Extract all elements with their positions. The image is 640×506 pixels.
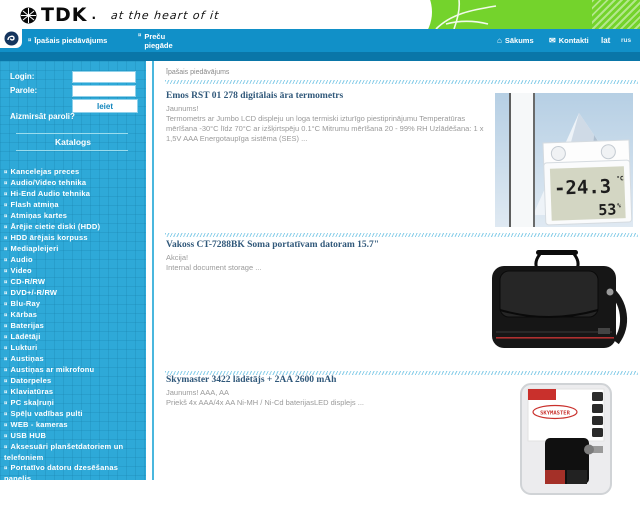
sidebar-menu-item[interactable]: ¤ DVD+/-R/RW [4, 288, 58, 297]
bullet-icon: ¤ [4, 280, 8, 286]
product-badge: Akcija! [166, 253, 189, 262]
sidebar-menu-item[interactable]: ¤ Video [4, 266, 32, 275]
thermometer-device [543, 140, 632, 225]
battery-accent [545, 470, 565, 484]
forgot-password-link[interactable]: Aizmirsāt paroli? [10, 112, 75, 121]
sidebar-menu-item[interactable]: ¤ Tīrīšanas līdzekļi datortehnikai [4, 495, 127, 504]
green-hatch-pattern [592, 0, 640, 29]
divider-line [16, 133, 128, 134]
bullet-icon: ¤ [4, 379, 8, 385]
nav-delivery[interactable]: ¤ Preču piegāde [138, 32, 173, 50]
product-image-laptop-bag[interactable] [480, 240, 630, 355]
hatched-divider [165, 233, 638, 237]
mail-icon: ✉ [549, 36, 556, 45]
bullet-icon: ¤ [4, 203, 8, 209]
bullet-icon: ¤ [4, 357, 8, 363]
bullet-icon: ¤ [4, 368, 8, 374]
sidebar [0, 61, 146, 504]
breadcrumb: Īpašais piedāvājums [166, 69, 230, 76]
main-navbar [0, 29, 640, 52]
bullet-icon: ¤ [138, 33, 142, 39]
sidebar-menu-item[interactable]: ¤ HDD ārējais korpuss [4, 233, 88, 242]
sidebar-menu-item[interactable]: ¤ Mediapleijeri [4, 244, 59, 253]
product-title[interactable]: Emos RST 01 278 digitālais āra termometrs [166, 91, 344, 101]
bullet-icon: ¤ [4, 313, 8, 319]
password-label: Parole: [10, 86, 38, 95]
password-input[interactable] [72, 85, 136, 97]
tdk-logo [20, 4, 219, 26]
sidebar-menu-item[interactable]: ¤ CD-R/RW [4, 277, 46, 286]
brand-name: TDK [41, 4, 88, 26]
content-separator-line [152, 61, 154, 480]
sidebar-menu-item[interactable]: ¤ Austiņas [4, 354, 44, 363]
sidebar-menu-item[interactable]: ¤ Spēļu vadības pulti [4, 409, 83, 418]
sidebar-menu-item[interactable]: ¤ Flash atmiņa [4, 200, 59, 209]
bullet-icon: ¤ [4, 346, 8, 352]
login-input[interactable] [72, 71, 136, 83]
sidebar-menu-item[interactable]: ¤ Audio [4, 255, 33, 264]
language-rus[interactable]: rus [621, 37, 632, 44]
bullet-icon: ¤ [4, 423, 8, 429]
login-label: Login: [10, 72, 35, 81]
product-image-battery-charger[interactable] [495, 380, 640, 480]
corner-logo-tab [0, 28, 22, 48]
sidebar-menu-item[interactable]: ¤ Audio/Video tehnika [4, 178, 87, 187]
catalog-title: Katalogs [55, 137, 91, 147]
hatched-divider [165, 80, 638, 84]
sidebar-menu-item[interactable]: ¤ Klaviatūras [4, 387, 54, 396]
bullet-icon: ¤ [4, 247, 8, 253]
red-stripe [496, 337, 614, 339]
bullet-icon: ¤ [4, 466, 8, 472]
bullet-icon: ¤ [4, 170, 8, 176]
product-title[interactable]: Skymaster 3422 lādētājs + 2AA 2600 mAh [166, 375, 337, 385]
sidebar-menu-item[interactable]: ¤ Kancelejas preces [4, 167, 80, 176]
bullet-icon: ¤ [4, 487, 8, 493]
sidebar-menu-item[interactable]: ¤ USB HUB [4, 431, 47, 440]
grass-sketch-icon [416, 0, 596, 29]
sidebar-menu-item[interactable]: ¤ Aksesuāri planšetdatoriem un telefoniem [4, 442, 124, 462]
bullet-icon: ¤ [4, 236, 8, 242]
bullet-icon: ¤ [4, 192, 8, 198]
sidebar-menu-item[interactable]: ¤ Ārējie cietie diski (HDD) [4, 222, 101, 231]
lcd-temperature: -24.3 [553, 175, 612, 200]
bullet-icon: ¤ [4, 269, 8, 275]
sidebar-menu-item[interactable]: ¤ Austiņas ar mikrofonu [4, 365, 95, 374]
product-image-thermometer[interactable] [495, 93, 633, 227]
bullet-icon: ¤ [4, 324, 8, 330]
bullet-icon: ¤ [4, 181, 8, 187]
bullet-icon: ¤ [4, 291, 8, 297]
bullet-icon: ¤ [4, 302, 8, 308]
header [0, 0, 640, 29]
bullet-icon: ¤ [4, 401, 8, 407]
sidebar-menu-item[interactable]: ¤ Blu-Ray [4, 299, 41, 308]
brand-dot: . [91, 8, 98, 22]
charger-brand-text: SKYMASTER [540, 410, 570, 417]
bag-handle [536, 250, 578, 255]
sidebar-menu-item[interactable]: ¤ WEB - kameras [4, 420, 68, 429]
bullet-icon: ¤ [4, 445, 8, 451]
header-green-banner [386, 0, 640, 29]
product-badge: Jaunums! [166, 104, 199, 113]
login-button[interactable]: Ieiet [72, 99, 138, 113]
divider-line [16, 150, 128, 151]
window-frame [509, 93, 535, 227]
lcd-humidity-unit: % [617, 202, 621, 210]
nav-home[interactable]: ⌂ Sākums [497, 36, 534, 45]
sidebar-menu-item[interactable]: ¤ Hi-End Audio tehnika [4, 189, 91, 198]
product-description: Internal document storage ... [166, 263, 262, 272]
lcd-humidity: 53 [598, 200, 617, 220]
product-title[interactable]: Vakoss CT-7288BK Soma portatīvam datoram 15.7" [166, 240, 380, 250]
sidebar-menu-item[interactable]: ¤ Atmiņas kartes [4, 211, 68, 220]
brand-tagline: at the heart of it [110, 8, 221, 22]
sidebar-menu-item[interactable]: ¤ Baterijas [4, 321, 45, 330]
product-badge: Jaunums! AAA, AA [166, 388, 229, 397]
bullet-icon: ¤ [28, 37, 32, 44]
sidebar-menu-item[interactable]: ¤ Lādētāji [4, 332, 41, 341]
sidebar-menu-item[interactable]: ¤ Datorpeles [4, 376, 52, 385]
bullet-icon: ¤ [4, 412, 8, 418]
swirl-logo-icon [4, 31, 19, 46]
language-lat[interactable]: lat [601, 36, 611, 45]
red-label-tab [528, 389, 556, 400]
sidebar-menu-item[interactable]: ¤ Portatīvo datoru dzesēšanas panelis [4, 463, 119, 483]
bullet-icon: ¤ [4, 214, 8, 220]
product-description: Priekš 4x AAA/4x AA Ni-MH / Ni-Cd baterijasLED displejs ... [166, 398, 364, 407]
sidebar-menu-item[interactable]: ¤ Somas portatīviem datoriem [4, 484, 117, 493]
sidebar-menu [4, 167, 142, 506]
product-description: Termometrs ar Jumbo LCD displeju un loga termiski izturīgo piestiprinājumu Temperatūras mērīšana -30°C līdz 70°C ar izšķirtspēju 0.1°C Mitrumu mērīšana 20 - 99% RH Uzlādēšana: 1 x 1,5V AAA Energotaupīga sistēma (SES) ... [166, 114, 484, 143]
nav-special-offer[interactable]: ¤ Īpašais piedāvājums [28, 36, 108, 45]
strap-clip [607, 289, 614, 296]
bullet-icon: ¤ [4, 225, 8, 231]
navbar-underline-strip [0, 52, 640, 61]
bullet-icon: ¤ [4, 258, 8, 264]
home-icon: ⌂ [497, 36, 502, 45]
sidebar-menu-item[interactable]: ¤ PC skaļruņi [4, 398, 55, 407]
nav-contacts[interactable]: ✉ Kontakti [549, 36, 589, 45]
bullet-icon: ¤ [4, 335, 8, 341]
tdk-emblem-icon [20, 7, 37, 24]
bullet-icon: ¤ [4, 434, 8, 440]
sidebar-menu-item[interactable]: ¤ Kārbas [4, 310, 38, 319]
sidebar-menu-item[interactable]: ¤ Lukturi [4, 343, 38, 352]
lcd-temp-unit: °C [616, 175, 624, 183]
bullet-icon: ¤ [4, 498, 8, 504]
bullet-icon: ¤ [4, 390, 8, 396]
